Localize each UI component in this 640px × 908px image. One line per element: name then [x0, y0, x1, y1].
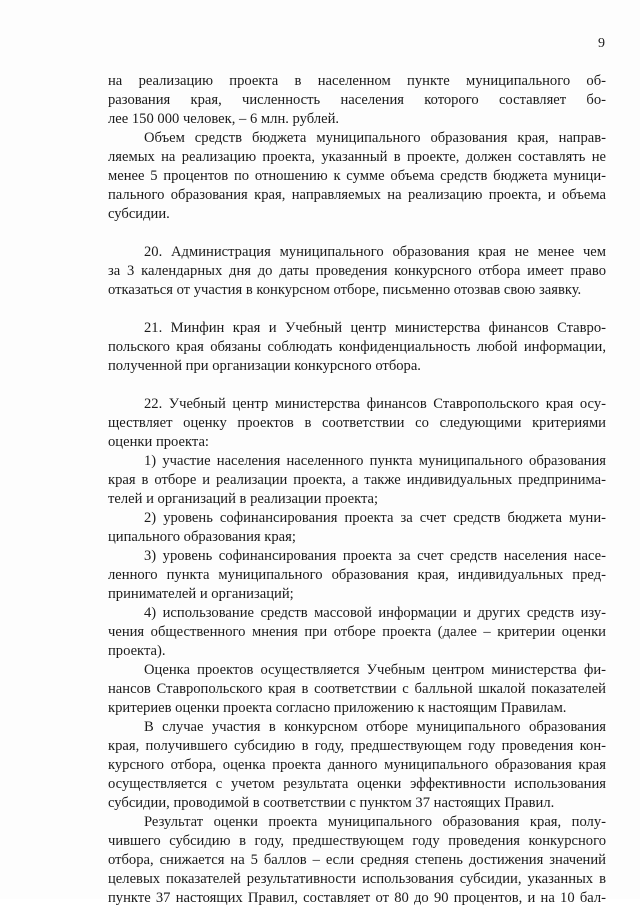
text-line: проекта).	[108, 643, 166, 659]
text-line: 21. Минфин края и Учебный центр министерства финансов Ставро-	[144, 320, 606, 336]
text-line: польского края обязаны соблюдать конфиденциальность любой информации,	[108, 339, 606, 355]
paragraph	[108, 452, 606, 509]
text-line: 4) использование средств массовой информации и других средств изу-	[144, 605, 606, 621]
document-body	[108, 72, 606, 908]
text-line: Оценка проектов осуществляется Учебным центром министерства фи-	[144, 662, 606, 678]
text-line: за 3 календарных дня до даты проведения конкурсного отбора имеет право	[108, 263, 606, 279]
paragraph	[108, 395, 606, 452]
text-line: Результат оценки проекта муниципального образования края, полу-	[144, 814, 606, 830]
text-line: 20. Администрация муниципального образования края не менее чем	[144, 244, 606, 260]
text-line: В случае участия в конкурсном отборе муниципального образования	[144, 719, 606, 735]
paragraph	[108, 813, 606, 908]
paragraph-gap	[108, 376, 606, 395]
text-line: чения общественного мнения при отборе проекта (далее – критерии оценки	[108, 624, 606, 640]
text-line: осуществляется с учетом результата оценки эффективности использования	[108, 776, 606, 792]
paragraph	[108, 547, 606, 604]
text-line: чившего субсидию в году, предшествующем году проведения конкурсного	[108, 833, 606, 849]
paragraph	[108, 604, 606, 661]
text-line: ципального образования края;	[108, 529, 296, 545]
text-line: Объем средств бюджета муниципального образования края, направ-	[144, 130, 606, 146]
text-line: отбора, снижается на 5 баллов – если средняя степень достижения значений	[108, 852, 606, 868]
text-line: на реализацию проекта в населенном пункте муниципального об-	[108, 73, 606, 89]
paragraph	[108, 72, 606, 129]
text-line: лее 150 000 человек, – 6 млн. рублей.	[108, 111, 340, 127]
text-line: пального образования края, направляемых на реализацию проекта, и объема	[108, 187, 606, 203]
text-line: разования края, численность населения которого составляет бо-	[108, 92, 606, 108]
text-line: пункте 37 настоящих Правил, составляет от 80 до 90 процентов, и на 10 бал-	[108, 890, 606, 906]
text-line: 2) уровень софинансирования проекта за счет средств бюджета муни-	[144, 510, 606, 526]
paragraph	[108, 129, 606, 224]
paragraph	[108, 718, 606, 813]
text-line: полученной при организации конкурсного отбора.	[108, 358, 421, 374]
paragraph	[108, 243, 606, 300]
text-line: курсного отбора, оценка проекта данного муниципального образования края	[108, 757, 606, 773]
text-line: края в отборе и реализации проекта, а также индивидуальных предпринима-	[108, 472, 606, 488]
text-line: субсидии.	[108, 206, 170, 222]
text-line: целевых показателей результативности использования субсидии, указанных в	[108, 871, 606, 887]
text-line: принимателей и организаций;	[108, 586, 294, 602]
paragraph	[108, 661, 606, 718]
paragraph-gap	[108, 300, 606, 319]
text-line: ляемых на реализацию проекта, указанный в проекте, должен составлять не	[108, 149, 606, 165]
text-line: оценки проекта:	[108, 434, 209, 450]
text-line: субсидии, проводимой в соответствии с пунктом 37 настоящих Правил.	[108, 795, 555, 811]
text-line: менее 5 процентов по отношению к сумме объема средств бюджета муници-	[108, 168, 606, 184]
text-line: телей и организаций в реализации проекта;	[108, 491, 379, 507]
paragraph	[108, 319, 606, 376]
text-line: 3) уровень софинансирования проекта за счет средств населения насе-	[144, 548, 606, 564]
text-line: ленного пункта муниципального образования края, индивидуальных пред-	[108, 567, 606, 583]
paragraph	[108, 509, 606, 547]
text-line: 22. Учебный центр министерства финансов Ставропольского края осу-	[144, 396, 606, 412]
text-line: ществляет оценку проектов в соответствии со следующими критериями	[108, 415, 606, 431]
text-line: отказаться от участия в конкурсном отборе, письменно отозвав свою заявку.	[108, 282, 582, 298]
text-line: края, получившего субсидию в году, предшествующем году проведения кон-	[108, 738, 606, 754]
paragraph-gap	[108, 224, 606, 243]
text-line: критериев оценки проекта согласно приложению к настоящим Правилам.	[108, 700, 567, 716]
text-line: 1) участие населения населенного пункта муниципального образования	[144, 453, 606, 469]
text-line: нансов Ставропольского края в соответствии с балльной шкалой показателей	[108, 681, 606, 697]
page-number: 9	[598, 36, 605, 51]
